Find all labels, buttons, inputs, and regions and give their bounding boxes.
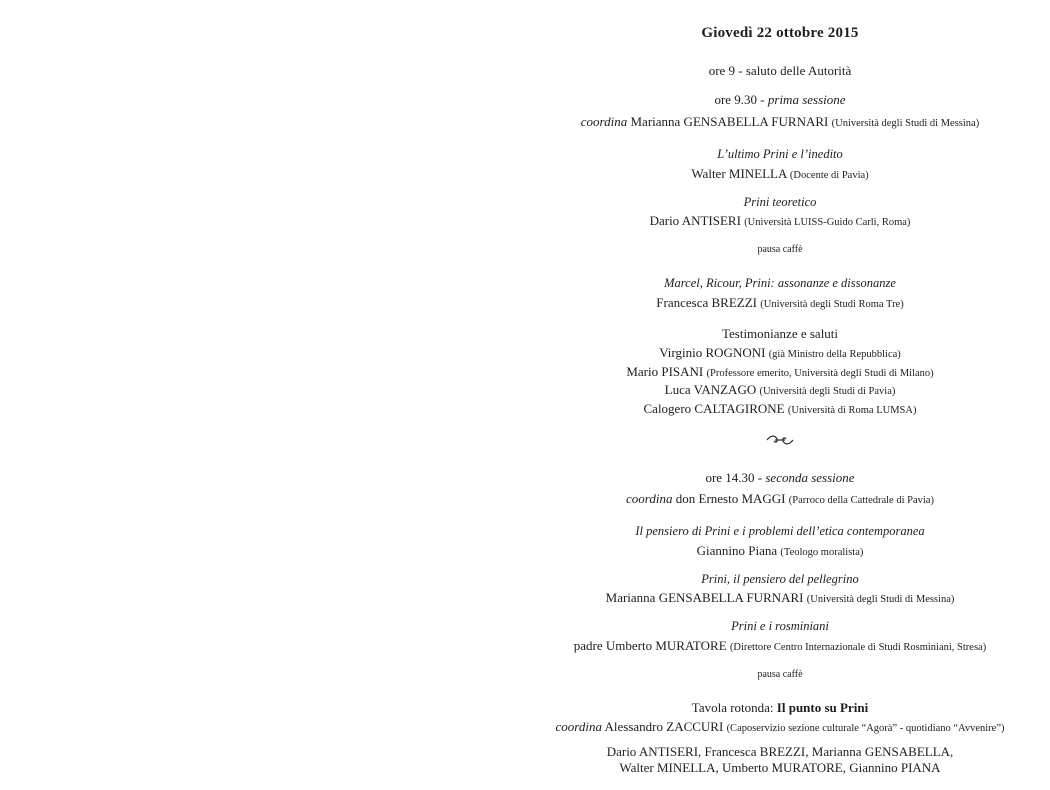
testimony-name: Mario PISANI — [626, 364, 704, 379]
roundtable-label: Tavola rotonda: — [691, 700, 777, 715]
chair-affiliation: (Parroco della Cattedrale di Pavia) — [788, 495, 934, 506]
talk-title: L’ultimo Prini e l’inedito — [717, 147, 843, 161]
session1-chair — [530, 114, 1030, 130]
testimony-affiliation: (Università di Roma LUMSA) — [787, 405, 917, 416]
chair-role: coordina — [580, 114, 628, 129]
chair-name: Marianna GENSABELLA FURNARI — [630, 114, 829, 129]
testimony-name: Virginio ROGNONI — [659, 345, 766, 360]
speaker-name: Marianna GENSABELLA FURNARI — [605, 590, 804, 605]
talk-title: Prini teoretico — [743, 195, 817, 209]
talk-speaker-line — [530, 295, 1030, 311]
day-heading: Giovedì 22 ottobre 2015 — [701, 25, 859, 41]
talk-speaker-line — [530, 166, 1030, 182]
chair-affiliation: (Università degli Studi di Messina) — [831, 118, 980, 129]
fleuron-divider-icon — [530, 433, 1030, 451]
session2-title: seconda sessione — [765, 470, 855, 485]
roundtable-title: Il punto su Prini — [776, 700, 869, 715]
talk-title: Marcel, Ricour, Prini: assonanze e dissonanze — [664, 276, 896, 290]
testimony-line — [530, 401, 1030, 417]
testimony-line — [530, 345, 1030, 361]
session1-title: prima sessione — [767, 92, 846, 107]
testimony-line — [530, 364, 1030, 380]
chair-name: don Ernesto MAGGI — [675, 491, 786, 506]
talk-title: Prini e i rosminiani — [731, 619, 829, 633]
roundtable-participants-line1: Dario ANTISERI, Francesca BREZZI, Marianna GENSABELLA, — [606, 744, 954, 759]
session1-time: ore 9.30 - — [714, 92, 768, 107]
chair-role: coordina — [555, 719, 602, 734]
talk-speaker-line — [530, 638, 1030, 654]
testimony-name: Luca VANZAGO — [664, 382, 757, 397]
testimony-affiliation: (già Ministro della Repubblica) — [768, 349, 901, 360]
roundtable-participants-line2: Walter MINELLA, Umberto MURATORE, Giannino PIANA — [619, 760, 941, 775]
chair-affiliation: (Caposervizio sezione culturale “Agorà” - quotidiano “Avvenire”) — [726, 723, 1005, 734]
opening-greetings: ore 9 - saluto delle Autorità — [708, 63, 852, 78]
speaker-name: Francesca BREZZI — [656, 295, 757, 310]
session1-heading — [530, 92, 1030, 108]
coffee-break: pausa caffè — [757, 669, 803, 680]
speaker-affiliation: (Università LUISS-Guido Carli, Roma) — [744, 217, 911, 228]
speaker-affiliation: (Teologo moralista) — [780, 547, 864, 558]
speaker-affiliation: (Direttore Centro Internazionale di Studi Rosminiani, Stresa) — [729, 642, 987, 653]
roundtable-chair — [530, 719, 1030, 735]
speaker-affiliation: (Docente di Pavia) — [789, 170, 869, 181]
roundtable-heading — [530, 700, 1030, 716]
chair-role: coordina — [626, 491, 673, 506]
talk-speaker-line — [530, 590, 1030, 606]
testimony-line — [530, 382, 1030, 398]
speaker-affiliation: (Università degli Studi di Messina) — [806, 594, 955, 605]
testimony-name: Calogero CALTAGIRONE — [643, 401, 785, 416]
testimony-affiliation: (Professore emerito, Università degli Studi di Milano) — [706, 368, 934, 379]
talk-title: Il pensiero di Prini e i problemi dell’etica contemporanea — [635, 524, 925, 538]
talk-title: Prini, il pensiero del pellegrino — [701, 572, 859, 586]
session2-heading — [530, 470, 1030, 486]
speaker-name: Walter MINELLA — [691, 166, 787, 181]
testimonies-heading: Testimonianze e saluti — [721, 326, 839, 341]
speaker-name: padre Umberto MURATORE — [573, 638, 727, 653]
session2-time: ore 14.30 - — [705, 470, 766, 485]
session2-chair — [530, 491, 1030, 507]
coffee-break: pausa caffè — [757, 244, 803, 255]
speaker-name: Dario ANTISERI — [649, 213, 741, 228]
chair-name: Alessandro ZACCURI — [604, 719, 724, 734]
talk-speaker-line — [530, 213, 1030, 229]
testimony-affiliation: (Università degli Studi di Pavia) — [759, 386, 896, 397]
speaker-name: Giannino Piana — [696, 543, 778, 558]
talk-speaker-line — [530, 543, 1030, 559]
speaker-affiliation: (Università degli Studi Roma Tre) — [760, 299, 904, 310]
